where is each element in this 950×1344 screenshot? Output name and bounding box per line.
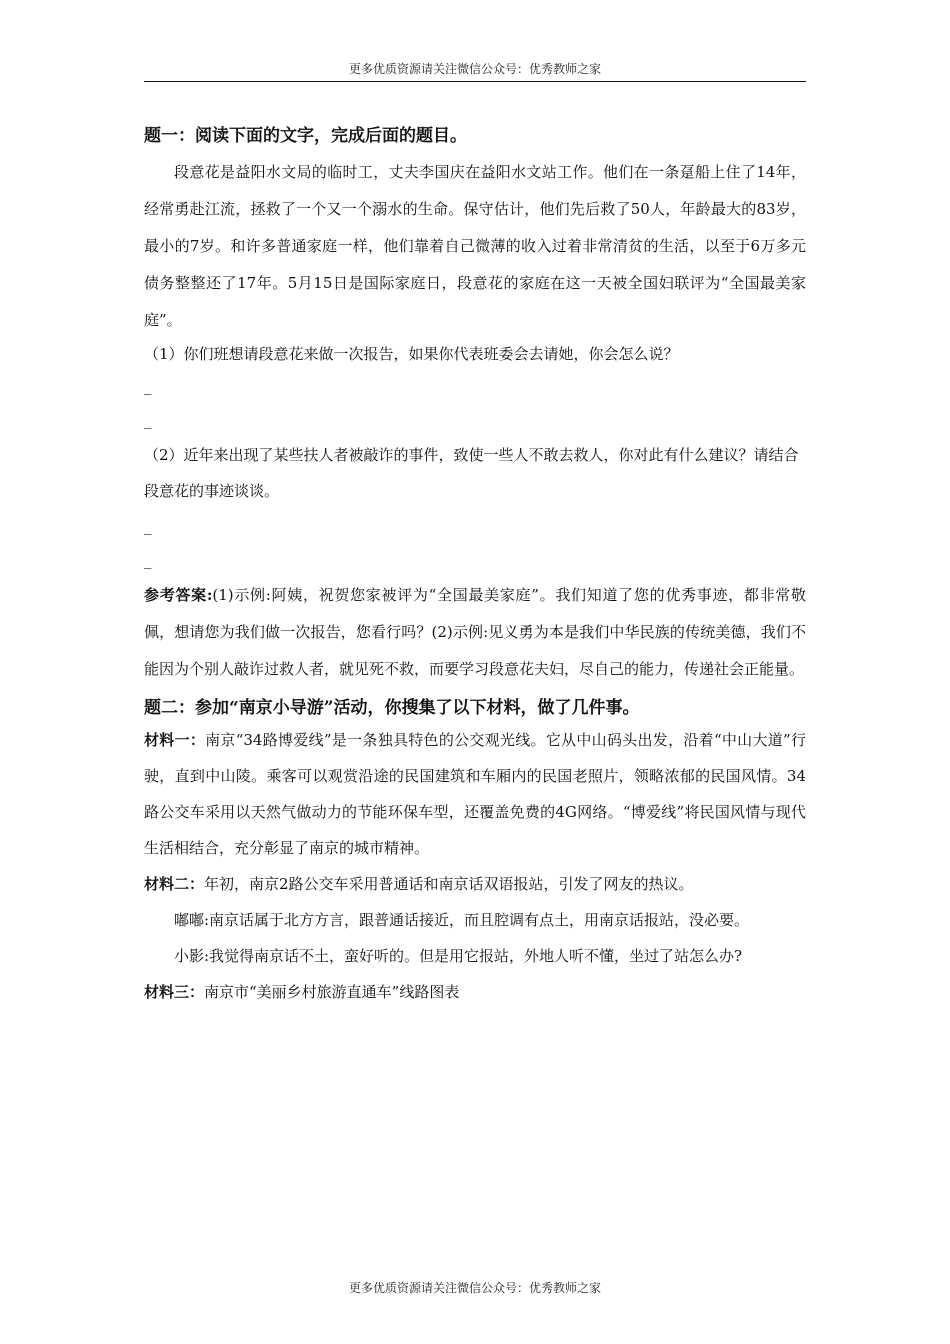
answer-blank: _ xyxy=(144,517,152,535)
question-1-passage: 段意花是益阳水文局的临时工，丈夫李国庆在益阳水文站工作。他们在一条趸船上住了14年，经常勇赴江流，拯救了一个又一个溺水的生命。保守估计，他们先后救了50人，年龄最大的83岁，最小的7岁。和许多普通家庭一样，他们靠着自己微薄的收入过着非常清贫的生活，以至于6万多元债务整整还了17年。5月15日是国际家庭日，段意花的家庭在这一天被全国妇联评为“全国最美家庭”。 xyxy=(144,163,806,329)
answer-blank: _ xyxy=(144,377,152,395)
material-1-label: 材料一： xyxy=(144,731,206,749)
material-1 xyxy=(144,722,806,866)
answer-blank: _ xyxy=(144,551,152,569)
material-2-label: 材料二： xyxy=(144,875,205,893)
page-footer: 更多优质资源请关注微信公众号：优秀教师之家 xyxy=(348,1281,601,1295)
material-2 xyxy=(144,866,806,902)
question-1-title: 题一：阅读下面的文字，完成后面的题目。 xyxy=(144,126,467,146)
material-1-text: 南京“34路博爱线”是一条独具特色的公交观光线。它从中山码头出发，沿着“中山大道”行驶，直到中山陵。乘客可以观赏沿途的民国建筑和车厢内的民国老照片，领略浓郁的民国风情。34路公交车采用以天然气做动力的节能环保车型，还覆盖免费的4G网络。“博爱线”将民国风情与现代生活相结合，充分彰显了南京的城市精神。 xyxy=(144,731,806,857)
material-2-text: 年初，南京2路公交车采用普通话和南京话双语报站，引发了网友的热议。 xyxy=(204,875,694,893)
material-2-dialogue-2: 小影:我觉得南京话不土，蛮好听的。但是用它报站，外地人听不懂，坐过了站怎么办? xyxy=(174,947,743,965)
page-header: 更多优质资源请关注微信公众号：优秀教师之家 xyxy=(348,62,601,76)
material-3-text: 南京市“美丽乡村旅游直通车”线路图表 xyxy=(204,983,460,1001)
question-1-sub-2: （2）近年来出现了某些扶人者被敲诈的事件，致使一些人不敢去救人，你对此有什么建议？请结合段意花的事迹谈谈。 xyxy=(144,446,799,500)
question-2-title: 题二：参加“南京小导游”活动，你搜集了以下材料，做了几件事。 xyxy=(144,698,640,718)
reference-answer-text: (1)示例:阿姨，祝贺您家被评为“全国最美家庭”。我们知道了您的优秀事迹，都非常敬佩，想请您为我们做一次报告，您看行吗？(2)示例:见义勇为本是我们中华民族的传统美德，我们不能因为个别人敲诈过救人者，就见死不救，而要学习段意花夫妇，尽自己的能力，传递社会正能量。 xyxy=(144,586,806,678)
header-rule xyxy=(144,81,806,82)
material-2-dialogue-1: 嘟嘟:南京话属于北方方言，跟普通话接近，而且腔调有点土，用南京话报站，没必要。 xyxy=(174,911,750,929)
document-body xyxy=(144,122,806,1010)
question-1-sub-1: （1）你们班想请段意花来做一次报告，如果你代表班委会去请她，你会怎么说？ xyxy=(144,345,679,363)
material-3-label: 材料三： xyxy=(144,983,205,1001)
reference-answer-label: 参考答案: xyxy=(144,586,213,604)
reference-answer xyxy=(144,577,806,688)
answer-blank: _ xyxy=(144,411,152,429)
material-3 xyxy=(144,974,806,1010)
